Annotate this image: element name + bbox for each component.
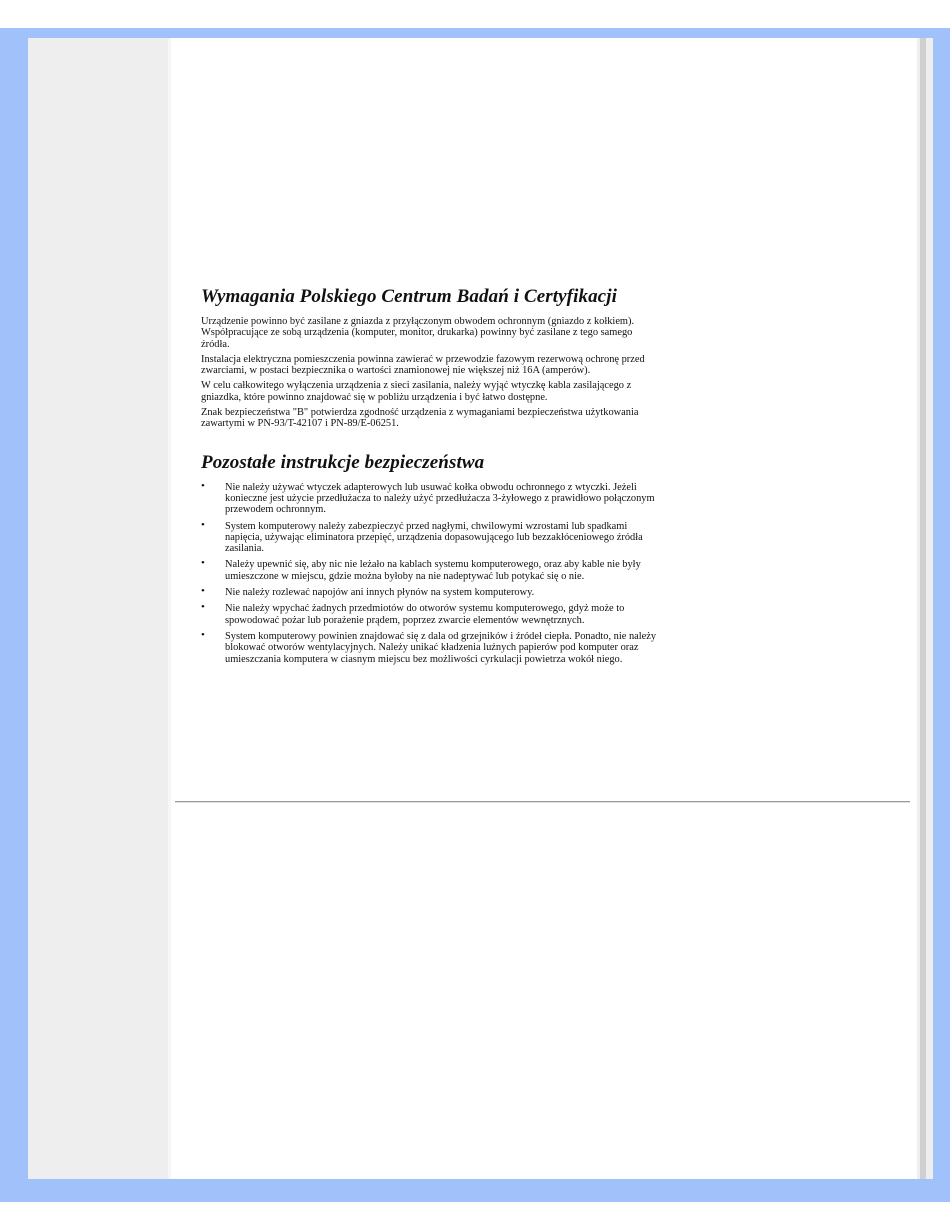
list-item-text: System komputerowy powinien znajdować się z dala od grzejników i źródeł ciepła. Ponadto, nie należy blokować otworów wentylacyjnych. Należy unikać kładzenia luźnych papierów pod komputer oraz umieszczania komputera w ciasnym miejscu bez możliwości cyrkulacji powietrza wokół niego. — [225, 630, 657, 665]
list-item — [201, 559, 663, 582]
section-heading-other-safety: Pozostałe instrukcje bezpieczeństwa — [201, 451, 485, 473]
list-item — [201, 603, 663, 626]
bullet-icon: • — [201, 628, 205, 641]
scrollbar-track[interactable] — [920, 38, 926, 1179]
document-body — [201, 286, 663, 670]
list-item — [201, 518, 663, 555]
bullet-icon: • — [201, 518, 205, 531]
horizontal-divider — [175, 801, 910, 803]
paragraph: Urządzenie powinno być zasilane z gniazda z przyłączonym obwodem ochronnym (gniazdo z kołkiem). Współpracujące ze sobą urządzenia (komputer, monitor, drukarka) powinny być zasilane z tego samego źródła. — [201, 316, 635, 350]
paragraph: Instalacja elektryczna pomieszczenia powinna zawierać w przewodzie fazowym rezerwową ochronę przed zwarciami, w postaci bezpiecznika o wartości znamionowej nie większej niż 16A (amperów). — [201, 353, 645, 377]
list-item-text: System komputerowy należy zabezpieczyć przed nagłymi, chwilowymi wzrostami lub spadkami napięcia, używając eliminatora przepięć, urządzenia dopasowującego lub bezzakłóceniowego źródła zasilania. — [225, 520, 643, 555]
safety-list — [201, 479, 663, 665]
right-scrollbar[interactable] — [917, 38, 933, 1179]
list-item-text: Nie należy wpychać żadnych przedmiotów do otworów systemu komputerowego, gdyż może to spowodować pożar lub porażenie prądem, poprzez zwarcie elementów wewnętrznych. — [225, 603, 625, 626]
list-item-text: Nie należy rozlewać napojów ani innych płynów na system komputerowy. — [225, 587, 535, 599]
paragraph: Znak bezpieczeństwa "B" potwierdza zgodność urządzenia z wymaganiami bezpieczeństwa użytkowania zawartymi w PN-93/T-42107 i PN-89/E-06251. — [201, 407, 639, 430]
list-item — [201, 587, 663, 598]
bullet-icon: • — [201, 601, 205, 614]
left-sidebar — [28, 38, 168, 1179]
list-item-text: Nie należy używać wtyczek adapterowych lub usuwać kołka obwodu ochronnego z wtyczki. Jeżeli konieczne jest użycie przedłużacza to należy użyć przedłużacza 3-żyłowego z prawidłowo połączonym przewodem ochronnym. — [225, 481, 655, 516]
section-heading-pcbc: Wymagania Polskiego Centrum Badań i Certyfikacji — [201, 286, 617, 307]
bullet-icon: • — [201, 585, 205, 598]
bullet-icon: • — [201, 479, 205, 492]
list-item — [201, 628, 663, 665]
bullet-icon: • — [201, 557, 205, 570]
list-item-text: Należy upewnić się, aby nic nie leżało na kablach systemu komputerowego, oraz aby kable nie były umieszczone w miejscu, gdzie można byłoby na nie nadeptywać lub potykać się o nie. — [225, 559, 641, 582]
paragraph: W celu całkowitego wyłączenia urządzenia z sieci zasilania, należy wyjąć wtyczkę kabla zasilającego z gniazdka, które powinno znajdować się w pobliżu urządzenia i być łatwo dostępne. — [201, 380, 632, 403]
list-item — [201, 479, 663, 516]
